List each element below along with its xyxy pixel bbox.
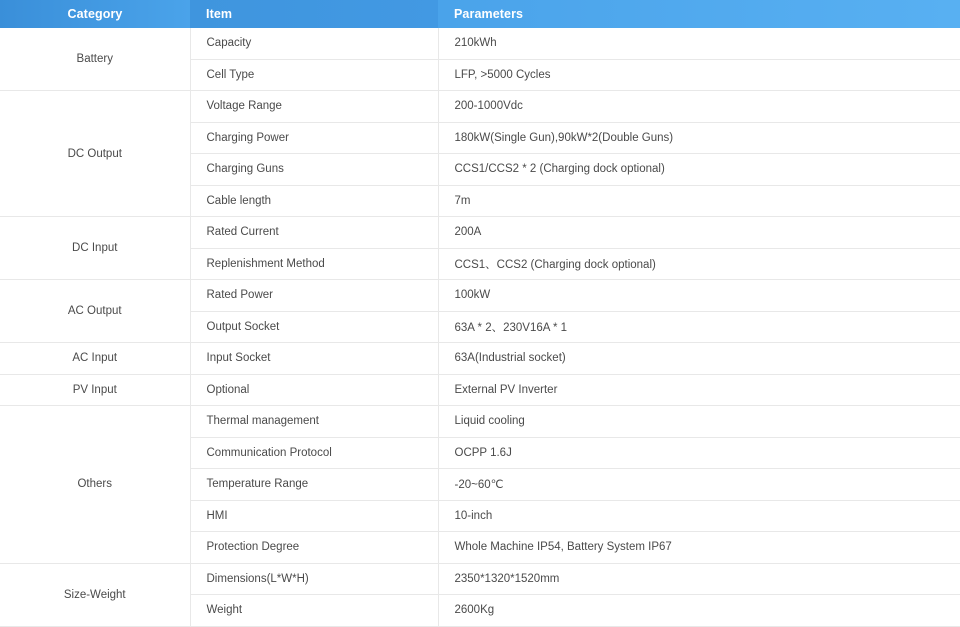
parameter-cell: External PV Inverter	[438, 374, 960, 406]
table-header	[0, 0, 960, 28]
parameter-cell: 63A(Industrial socket)	[438, 343, 960, 375]
item-cell: Capacity	[190, 28, 438, 59]
item-cell: Replenishment Method	[190, 248, 438, 280]
parameter-cell: OCPP 1.6J	[438, 437, 960, 469]
parameter-cell: 7m	[438, 185, 960, 217]
item-cell: Voltage Range	[190, 91, 438, 123]
column-header-category: Category	[0, 0, 190, 28]
item-cell: Output Socket	[190, 311, 438, 343]
parameter-cell: LFP, >5000 Cycles	[438, 59, 960, 91]
item-cell: Input Socket	[190, 343, 438, 375]
table-header-row	[0, 0, 960, 28]
parameter-cell: CCS1/CCS2 * 2 (Charging dock optional)	[438, 154, 960, 186]
category-cell: DC Input	[0, 217, 190, 280]
parameter-cell: 10-inch	[438, 500, 960, 532]
category-cell: Size-Weight	[0, 563, 190, 626]
table-row	[0, 563, 960, 595]
category-cell: PV Input	[0, 374, 190, 406]
parameter-cell: Liquid cooling	[438, 406, 960, 438]
column-header-item: Item	[190, 0, 438, 28]
parameter-cell: 2350*1320*1520mm	[438, 563, 960, 595]
item-cell: Charging Guns	[190, 154, 438, 186]
parameter-cell: 210kWh	[438, 28, 960, 59]
table-row	[0, 28, 960, 59]
column-header-parameters: Parameters	[438, 0, 960, 28]
parameter-cell: Whole Machine IP54, Battery System IP67	[438, 532, 960, 564]
item-cell: Thermal management	[190, 406, 438, 438]
parameter-cell: 2600Kg	[438, 595, 960, 627]
category-cell: AC Input	[0, 343, 190, 375]
item-cell: Cable length	[190, 185, 438, 217]
item-cell: Rated Power	[190, 280, 438, 312]
table-row	[0, 343, 960, 375]
parameter-cell: 200-1000Vdc	[438, 91, 960, 123]
category-cell: DC Output	[0, 91, 190, 217]
item-cell: Dimensions(L*W*H)	[190, 563, 438, 595]
item-cell: Optional	[190, 374, 438, 406]
table-row	[0, 91, 960, 123]
parameter-cell: 100kW	[438, 280, 960, 312]
category-cell: AC Output	[0, 280, 190, 343]
table-row	[0, 280, 960, 312]
category-cell: Others	[0, 406, 190, 564]
parameter-cell: 180kW(Single Gun),90kW*2(Double Guns)	[438, 122, 960, 154]
table-body	[0, 28, 960, 626]
parameter-cell: 200A	[438, 217, 960, 249]
table-row	[0, 217, 960, 249]
item-cell: Communication Protocol	[190, 437, 438, 469]
parameter-cell: 63A * 2、230V16A * 1	[438, 311, 960, 343]
item-cell: Protection Degree	[190, 532, 438, 564]
item-cell: Cell Type	[190, 59, 438, 91]
item-cell: HMI	[190, 500, 438, 532]
table-row	[0, 406, 960, 438]
table-row	[0, 374, 960, 406]
item-cell: Temperature Range	[190, 469, 438, 501]
parameter-cell: -20~60℃	[438, 469, 960, 501]
item-cell: Rated Current	[190, 217, 438, 249]
parameter-cell: CCS1、CCS2 (Charging dock optional)	[438, 248, 960, 280]
item-cell: Charging Power	[190, 122, 438, 154]
category-cell: Battery	[0, 28, 190, 91]
item-cell: Weight	[190, 595, 438, 627]
